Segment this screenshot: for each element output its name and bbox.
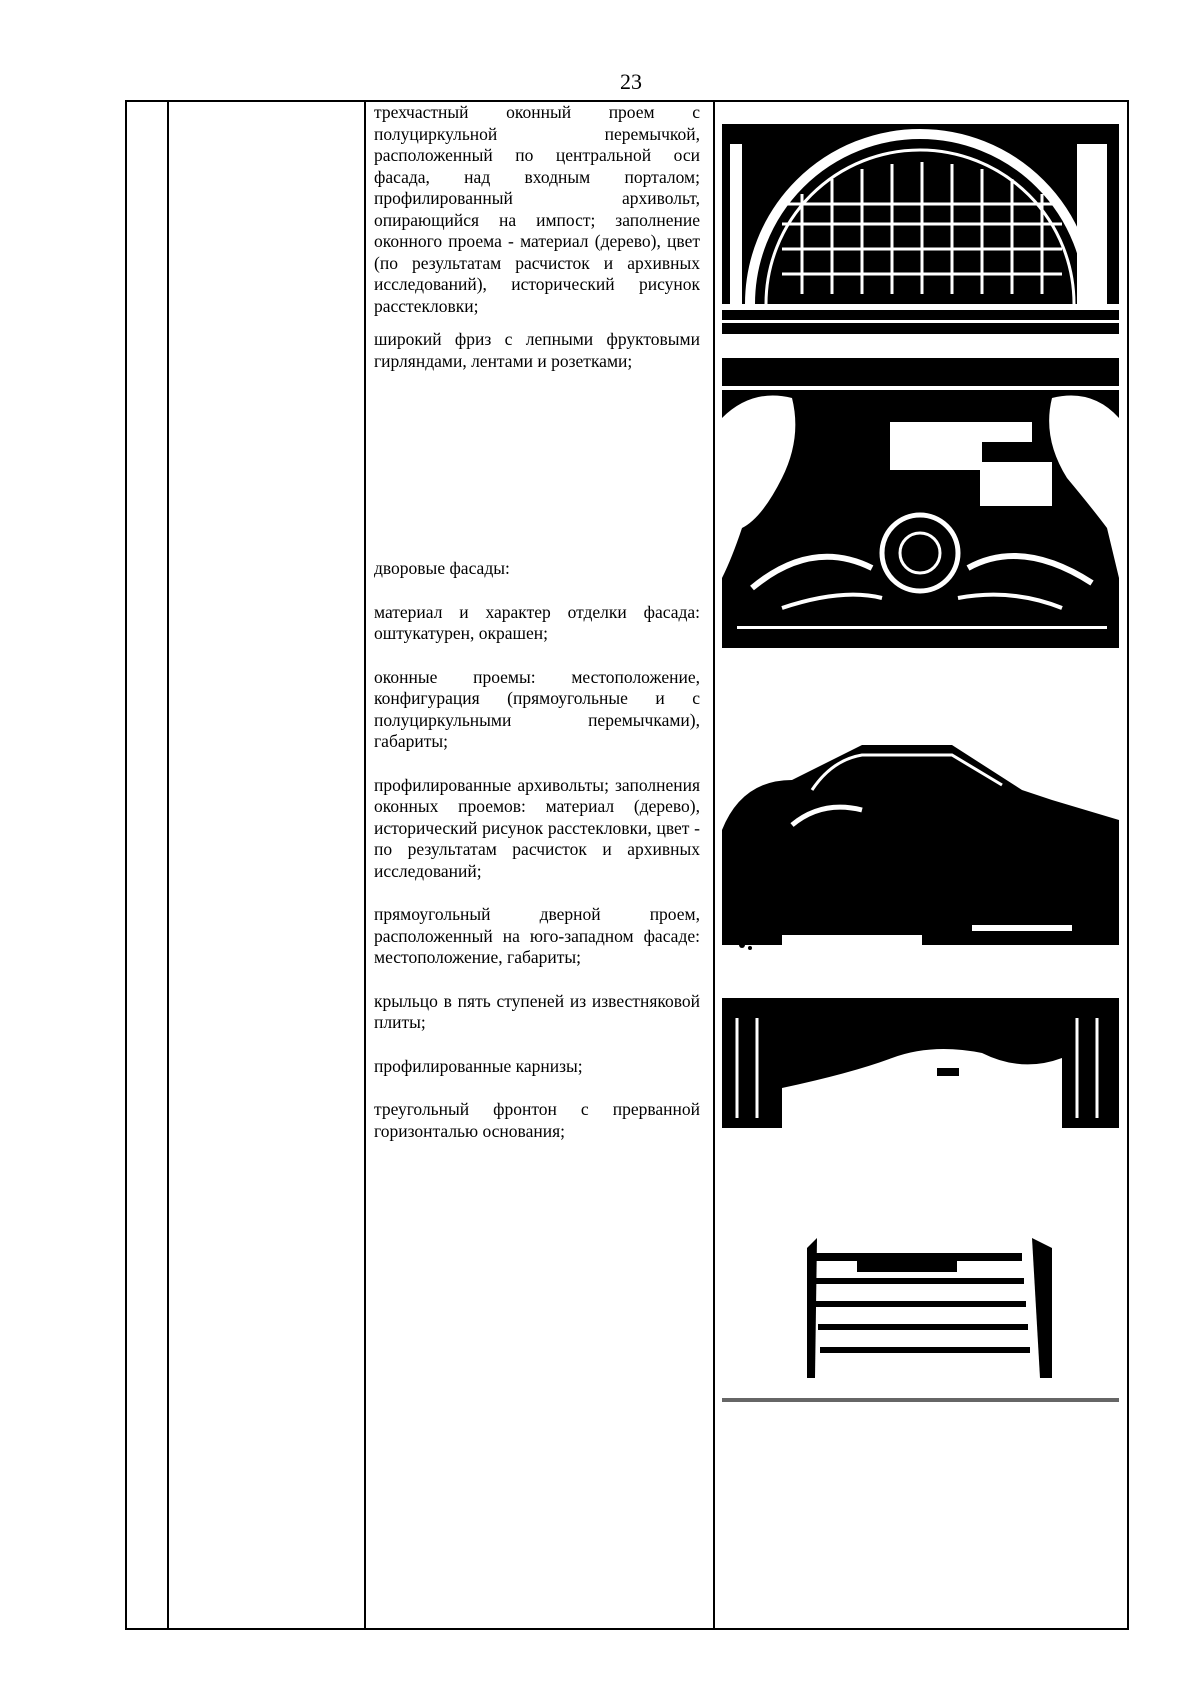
paragraph-window-openings: оконные проемы: местоположение, конфигурация (прямоугольные и с полуциркульными перемычками), габариты;	[374, 666, 700, 751]
paragraph-porch: крыльцо в пять ступеней из известняковой плиты;	[374, 990, 700, 1032]
column-divider	[713, 102, 715, 1628]
photo-semicircular-window	[722, 124, 1119, 334]
photo-porch-steps	[722, 998, 1119, 1428]
column-divider	[364, 102, 366, 1628]
paragraph-pediment: треугольный фронтон с прерванной горизонталью основания;	[374, 1099, 700, 1141]
paragraph-cornices: профилированные карнизы;	[374, 1055, 583, 1076]
column-divider	[167, 102, 169, 1628]
paragraph-archivolts: профилированные архивольты; заполнения оконных проемов: материал (дерево), исторический рисунок расстекловки, цвет - по результатам расчисток и архивных исследований;	[374, 774, 700, 881]
page-number: 23	[620, 69, 642, 94]
description-column	[374, 102, 700, 1142]
photo-courtyard-facade	[722, 720, 1119, 976]
paragraph-courtyard-facades: дворовые фасады:	[374, 558, 510, 578]
paragraph-door-opening: прямоугольный дверной проем, расположенный на юго-западном фасаде: местоположение, габариты;	[374, 904, 700, 967]
paragraph-frieze: широкий фриз с лепными фруктовыми гирляндами, лентами и розетками;	[374, 329, 700, 371]
photo-frieze	[722, 358, 1119, 656]
paragraph-facade-finish: материал и характер отделки фасада: оштукатурен, окрашен;	[374, 601, 700, 643]
paragraph-window-opening: трехчастный оконный проем с полуциркульной перемычкой, расположенный по центральной оси фасада, над входным порталом; профилированный архивольт, опирающийся на импост; заполнение оконного проема - материал (дерево), цвет (по результатам расчисток и архивных исследований), исторический рисунок расстекловки;	[374, 102, 700, 316]
